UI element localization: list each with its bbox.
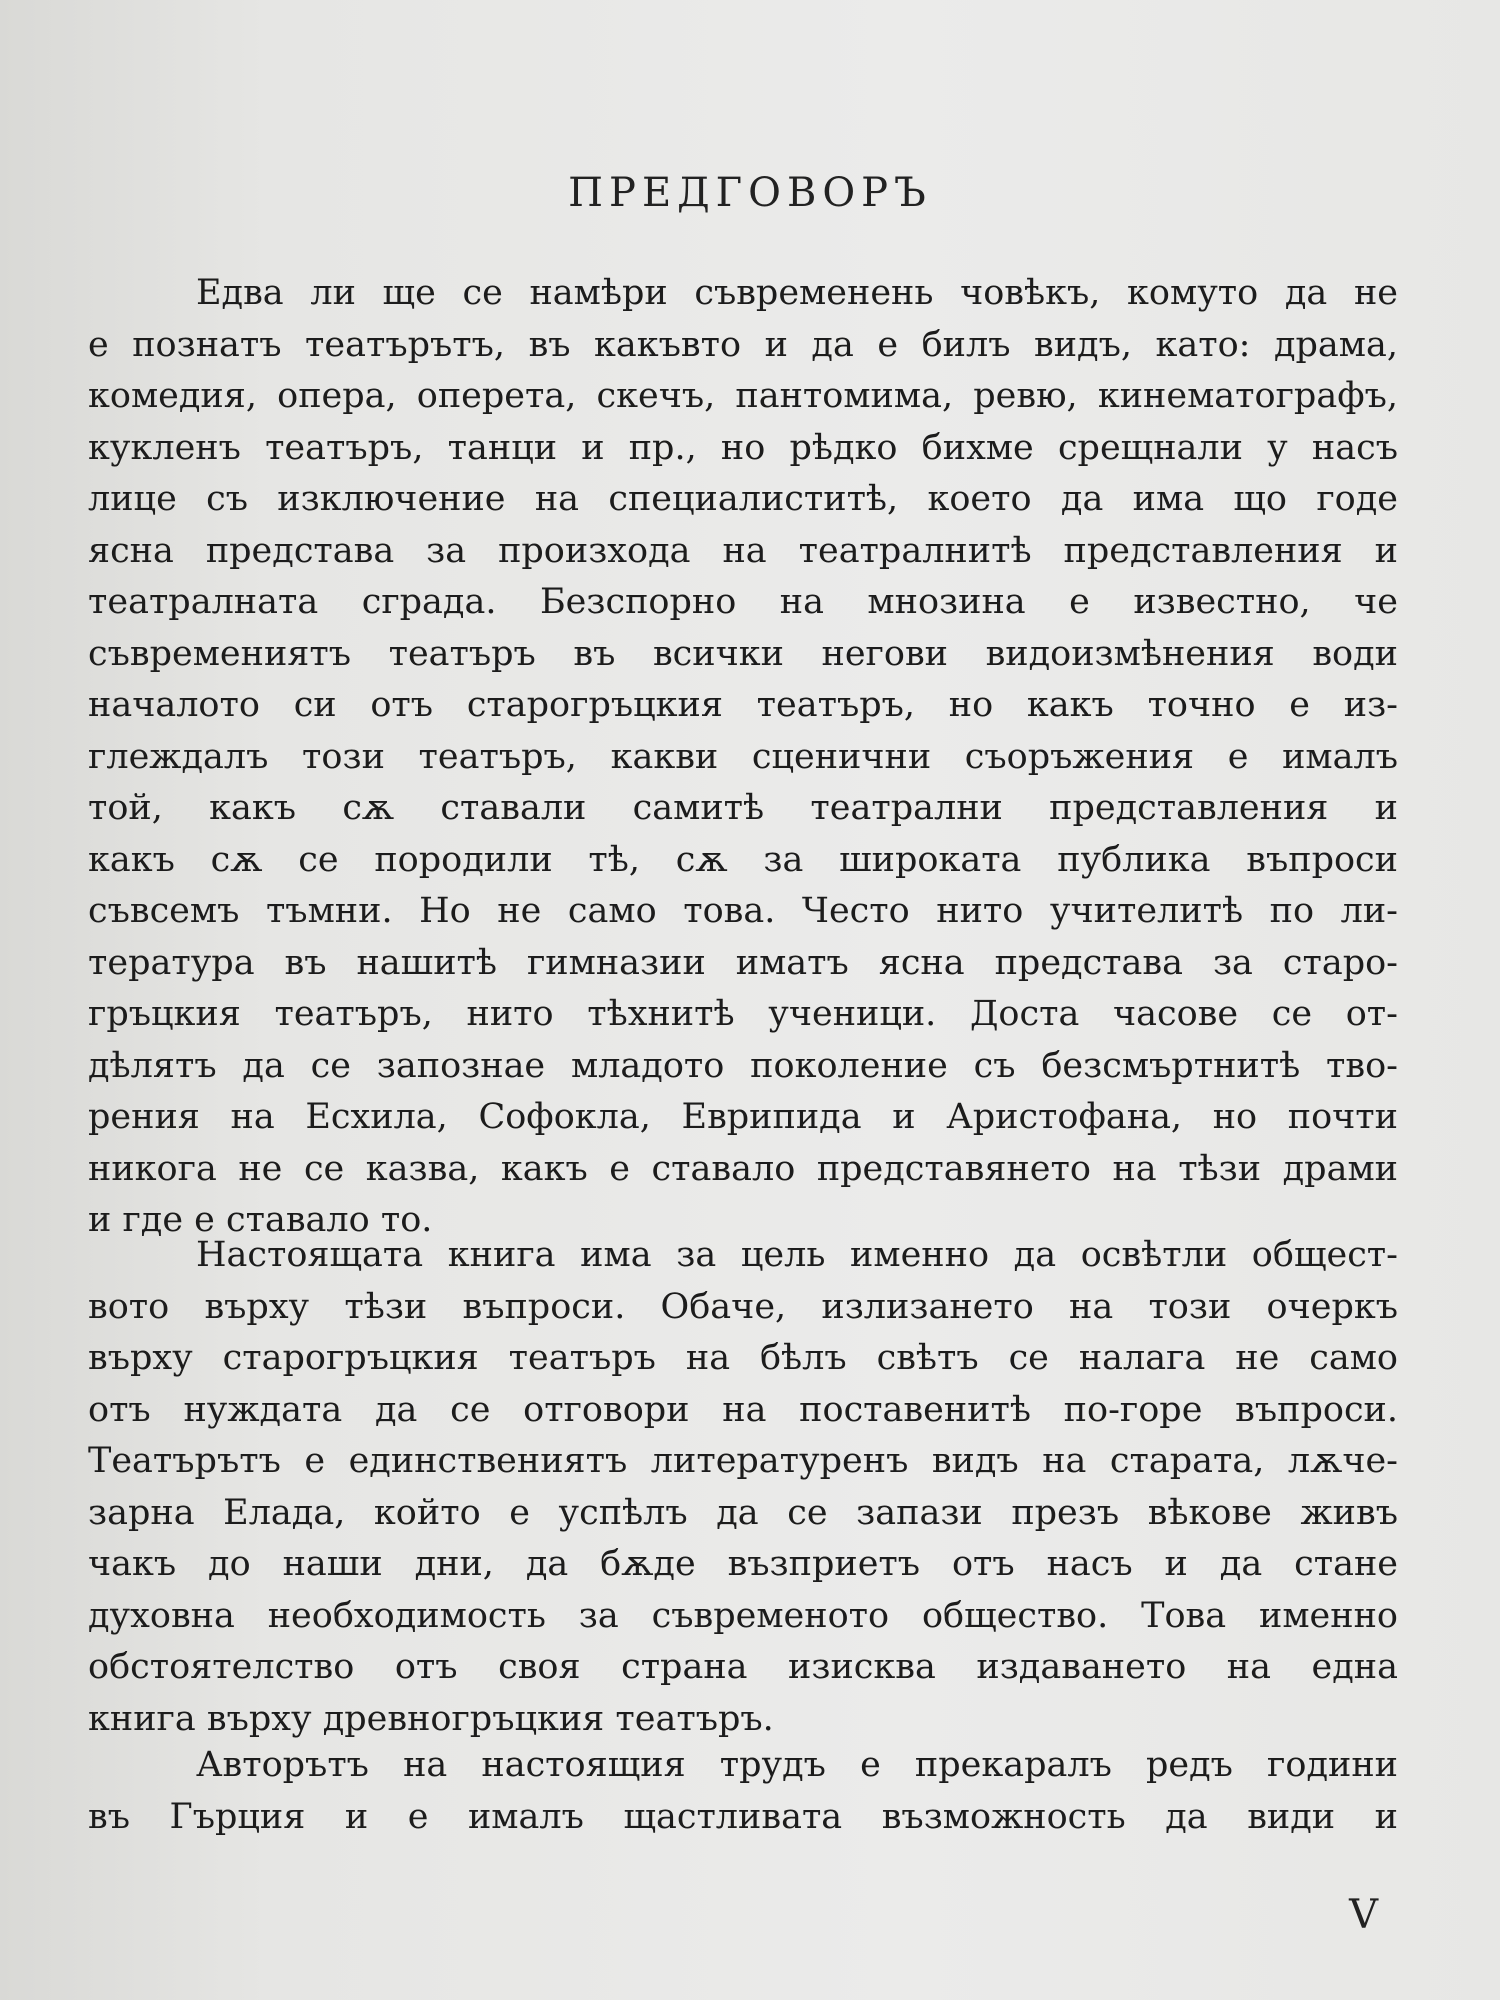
paragraph-2 <box>88 1230 1398 1745</box>
page-number: V <box>1349 1892 1378 1938</box>
text-line: театралната сграда. Безспорно на мнозина е известно, че <box>88 582 1398 622</box>
text-line: е познатъ театърътъ, въ какъвто и да е билъ видъ, като: драма, <box>88 324 1398 365</box>
text-line: вото върху тѣзи въпроси. Обаче, излизането на този очеркъ <box>88 1286 1398 1327</box>
text-line: Настоящата книга има за цель именно да освѣтли общест- <box>196 1235 1398 1275</box>
text-line: тература въ нашитѣ гимназии иматъ ясна представа за старо- <box>88 942 1398 983</box>
text-line: духовна необходимость за съвременото общество. Това именно <box>88 1595 1398 1636</box>
page-title: ПРЕДГОВОРЪ <box>568 170 932 216</box>
text-line: началото си отъ старогръцкия театъръ, но какъ точно е из- <box>88 685 1398 725</box>
paragraph-1 <box>88 268 1398 1247</box>
text-line: Едва ли ще се намѣри съвременень човѣкъ, комуто да не <box>196 273 1398 313</box>
text-line: рения на Есхила, Софокла, Еврипида и Аристофана, но почти <box>88 1097 1398 1137</box>
text-line: книга върху древногръцкия театъръ. <box>88 1698 774 1739</box>
text-line: обстоятелство отъ своя страна изисква издаването на една <box>88 1647 1398 1687</box>
text-line: съвсемъ тъмни. Но не само това. Често нито учителитѣ по ли- <box>88 891 1398 931</box>
paragraph-3 <box>88 1740 1398 1843</box>
text-line: никога не се казва, какъ е ставало представянето на тѣзи драми <box>88 1148 1398 1189</box>
text-line: ясна представа за произхода на театралнитѣ представления и <box>88 530 1398 571</box>
text-line: кукленъ театъръ, танци и пр., но рѣдко бихме срещнали у насъ <box>88 427 1398 468</box>
text-line: Авторътъ на настоящия трудъ е прекаралъ редъ години <box>196 1745 1398 1785</box>
text-line: чакъ до наши дни, да бѫде възприетъ отъ насъ и да стане <box>88 1544 1398 1584</box>
text-line: лице съ изключение на специалиститѣ, което да има що годе <box>88 479 1398 519</box>
text-line: дѣлятъ да се запознае младото поколение съ безсмъртнитѣ тво- <box>88 1045 1398 1086</box>
text-line: гръцкия театъръ, нито тѣхнитѣ ученици. Доста часове се от- <box>88 994 1398 1034</box>
text-line: зарна Елада, който е успѣлъ да се запази презъ вѣкове живъ <box>88 1492 1398 1533</box>
text-line: отъ нуждата да се отговори на поставенитѣ по-горе въпроси. <box>88 1389 1398 1430</box>
text-line: той, какъ сѫ ставали самитѣ театрални представления и <box>88 788 1398 828</box>
text-line: и где е ставало то. <box>88 1200 433 1240</box>
text-line: комедия, опера, оперета, скечъ, пантомима, ревю, кинематографъ, <box>88 376 1398 416</box>
text-line: въ Гърция и е ималъ щастливата възможность да види и <box>88 1796 1398 1837</box>
text-line: какъ сѫ се породили тѣ, сѫ за широката публика въпроси <box>88 839 1398 880</box>
text-line: съвремениятъ театъръ въ всички негови видоизмѣнения води <box>88 633 1398 674</box>
text-line: глеждалъ този театъръ, какви сценични съоръжения е ималъ <box>88 736 1398 777</box>
text-line: върху старогръцкия театъръ на бѣлъ свѣтъ се налага не само <box>88 1338 1398 1378</box>
text-line: Театърътъ е единствениятъ литературенъ видъ на старата, лѫче- <box>88 1441 1398 1481</box>
